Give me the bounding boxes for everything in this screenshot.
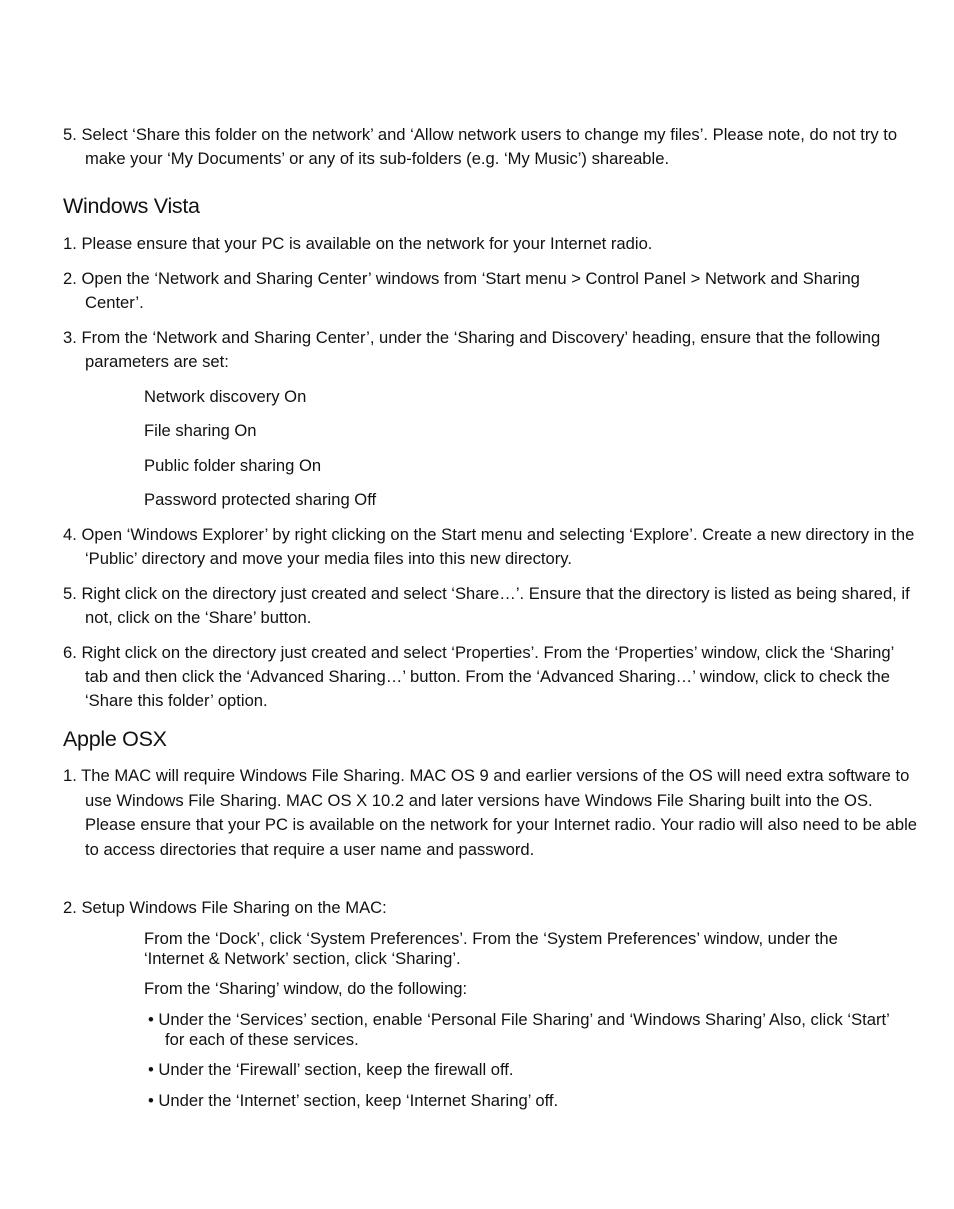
vista-step-5: 5. Right click on the directory just created and select ‘Share…’. Ensure that the directory is listed as being shared, if not, click on the ‘Share’ button. [63, 584, 910, 627]
heading-apple-osx: Apple OSX [63, 727, 167, 751]
vista-param-file-sharing: File sharing On [144, 421, 257, 440]
osx-bullet-firewall: • Under the ‘Firewall’ section, keep the firewall off. [148, 1060, 514, 1079]
osx-step-2: 2. Setup Windows File Sharing on the MAC: [63, 898, 387, 917]
osx-bullet-services: • Under the ‘Services’ section, enable ‘Personal File Sharing’ and ‘Windows Sharing’ Also, click ‘Start’ for each of these services. [148, 1010, 890, 1049]
osx-step-1: 1. The MAC will require Windows File Sharing. MAC OS 9 and earlier versions of the OS will need extra software to use Windows File Sharing. MAC OS X 10.2 and later versions have Windows File Sharing built into the OS. Please ensure that your PC is available on the network for your Internet radio. Your radio will also need to be able to access directories that require a user name and password. [63, 766, 918, 859]
vista-param-password-sharing: Password protected sharing Off [144, 490, 377, 509]
vista-step-1: 1. Please ensure that your PC is available on the network for your Internet radio. [63, 234, 653, 253]
vista-step-4: 4. Open ‘Windows Explorer’ by right clicking on the Start menu and selecting ‘Explore’. Create a new directory in the ‘Public’ directory and move your media files into this new directory. [63, 525, 915, 568]
vista-param-network-discovery: Network discovery On [144, 387, 307, 406]
osx-sub-sharing-window: From the ‘Sharing’ window, do the following: [144, 979, 468, 998]
vista-step-3: 3. From the ‘Network and Sharing Center’, under the ‘Sharing and Discovery’ heading, ensure that the following parameters are set: [63, 328, 881, 371]
vista-param-public-folder-sharing: Public folder sharing On [144, 456, 322, 475]
osx-bullet-internet: • Under the ‘Internet’ section, keep ‘Internet Sharing’ off. [148, 1091, 559, 1110]
sharing-step-5: 5. Select ‘Share this folder on the network’ and ‘Allow network users to change my files’. Please note, do not try to make your ‘My Documents’ or any of its sub-folders (e.g. ‘My Music’) shareable. [63, 125, 898, 168]
vista-step-6: 6. Right click on the directory just created and select ‘Properties’. From the ‘Properties’ window, click the ‘Sharing’ tab and then click the ‘Advanced Sharing…’ button. From the ‘Advanced Sharing…’ window, click to check the ‘Share this folder’ option. [63, 643, 894, 710]
heading-windows-vista: Windows Vista [63, 194, 200, 218]
osx-sub-dock: From the ‘Dock’, click ‘System Preferences’. From the ‘System Preferences’ window, under the ‘Internet & Network’ section, click ‘Sharing’. [144, 929, 838, 968]
vista-step-2: 2. Open the ‘Network and Sharing Center’ windows from ‘Start menu > Control Panel > Network and Sharing Center’. [63, 269, 860, 312]
